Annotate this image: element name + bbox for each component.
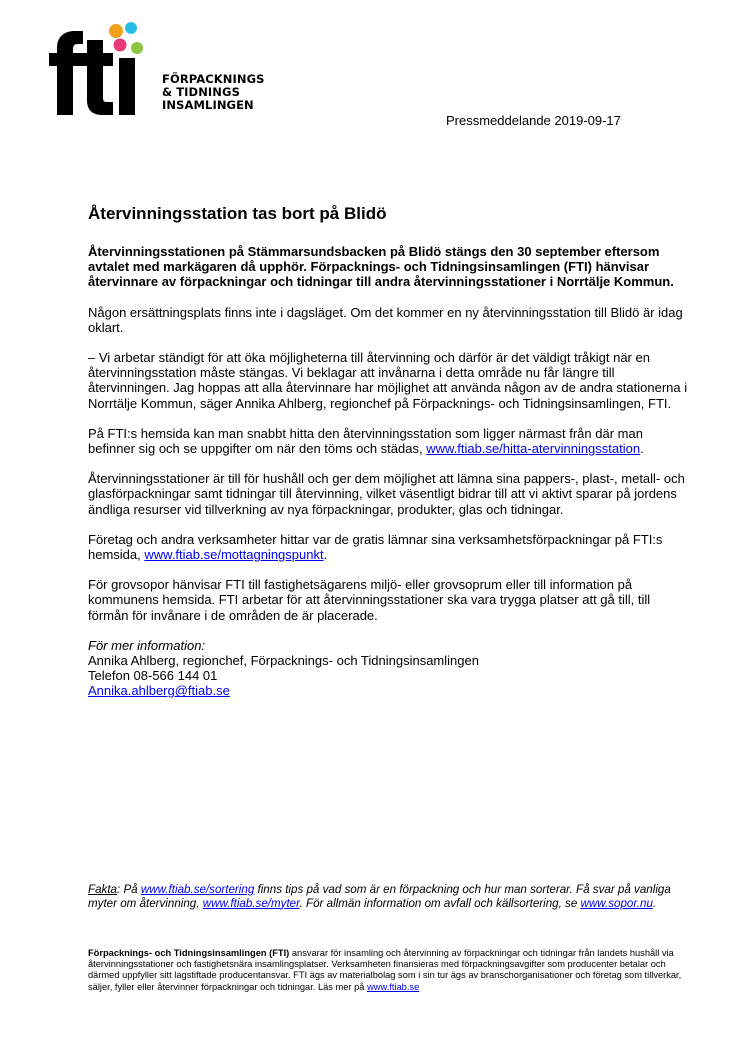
- footer-about: [88, 948, 688, 993]
- sopor-link[interactable]: www.sopor.nu: [580, 896, 653, 910]
- fakta-text-1: : På: [117, 883, 141, 896]
- logo-line-1: FÖRPACKNINGS: [162, 72, 265, 86]
- footer-text: ansvarar för insamling och återvinning av förpackningar och tidningar från landets hushåll via återvinningsstationer och fastighetsnära insamlingsplatser. Verksamheten finansieras med förpackningsavgifter som producenter betalar och därmed uppfyller sitt lagstiftade producentansvar. FTI ägs av materialbolag som i sin tur ägs av branschorganisationer och företag som tillverkar, säljer, fyller eller återvinner förpackningar och tidningar. Läs mer på: [88, 948, 682, 992]
- footer-org-name: Förpacknings- och Tidningsinsamlingen (FTI): [88, 948, 290, 958]
- logo-line-2: & TIDNINGS: [162, 85, 240, 99]
- paragraph-4: Återvinningsstationer är till för hushåll och ger dem möjlighet att lämna sina pappers-, plast-, metall- och glasförpackningar samt tidningar till återvinning, vilket väsentligt bidrar till att vi aktivt sparar på jordens ändliga resurser vid tillverkning av nya förpackningar, produkter, glas och tidningar.: [88, 471, 685, 517]
- myter-link[interactable]: www.ftiab.se/myter: [202, 896, 300, 910]
- logo-dot-orange: [109, 24, 123, 38]
- logo-line-3: INSAMLINGEN: [162, 98, 254, 112]
- fakta-label: Fakta: [88, 883, 117, 896]
- fakta-text-4: .: [652, 896, 657, 910]
- paragraph-1: Någon ersättningsplats finns inte i dagsläget. Om det kommer en ny återvinningsstation till Blidö är idag oklart.: [88, 304, 683, 335]
- logo-dot-cyan: [125, 22, 137, 34]
- contact-name: Annika Ahlberg, regionchef, Förpacknings- och Tidningsinsamlingen: [88, 653, 479, 669]
- contact-email-link[interactable]: Annika.ahlberg@ftiab.se: [88, 683, 230, 699]
- logo-dot-green: [131, 42, 143, 54]
- hitta-atervinningsstation-link[interactable]: www.ftiab.se/hitta-atervinningsstation: [426, 441, 641, 457]
- lead-paragraph: Återvinningsstationen på Stämmarsundsbacken på Blidö stängs den 30 september eftersom avtalet med markägaren då upphör. Förpacknings- och Tidningsinsamlingen (FTI) hänvisar återvinnare av förpackningar och tidningar till andra återvinningsstationer i Norrtälje Kommun.: [88, 244, 674, 290]
- press-release-date: Pressmeddelande 2019-09-17: [446, 113, 621, 128]
- contact-block: [88, 638, 688, 699]
- fti-logo: [47, 22, 287, 122]
- paragraph-5-end: .: [323, 547, 328, 563]
- contact-phone: Telefon 08-566 144 01: [88, 668, 218, 684]
- press-release-body: [88, 204, 688, 714]
- paragraph-3-end: .: [640, 441, 644, 457]
- fakta-block: [88, 883, 688, 910]
- paragraph-5-text: Företag och andra verksamheter hittar var de gratis lämnar sina verksamhetsförpackningar på FTI:s hemsida,: [88, 531, 663, 563]
- fakta-text-2: finns tips på vad som är en förpackning och hur man sorterar. Få svar på vanliga myter om återvinning,: [88, 883, 671, 910]
- contact-heading: För mer information:: [88, 637, 206, 653]
- ftiab-link[interactable]: www.ftiab.se: [367, 981, 420, 992]
- logo-dot-pink: [114, 39, 127, 52]
- fakta-text-3: . För allmän information om avfall och källsortering, se: [299, 896, 581, 910]
- paragraph-6: För grovsopor hänvisar FTI till fastighetsägarens miljö- eller grovsoprum eller till information på kommunens hemsida. FTI arbetar för att återvinningsstationer ska vara trygga platser att gå till, till förmån för invånare i de områden de är placerade.: [88, 577, 651, 623]
- paragraph-2: – Vi arbetar ständigt för att öka möjligheterna till återvinning och därför är det väldigt tråkigt när en återvinningsstation måste stängas. Vi beklagar att invånarna i detta område nu får längre till återvinningen. Jag hoppas att alla återvinnare har möjlighet att använda någon av de andra stationerna i Norrtälje Kommun, säger Annika Ahlberg, regionchef på Förpacknings- och Tidningsinsamlingen, FTI.: [88, 350, 688, 411]
- page-title: Återvinningsstation tas bort på Blidö: [88, 204, 387, 223]
- logo-wordmark-text: [162, 73, 265, 112]
- fti-logo-mark: [47, 22, 159, 118]
- paragraph-3-text: På FTI:s hemsida kan man snabbt hitta den återvinningsstation som ligger närmast från där man befinner sig och se uppgifter om när den töms och städas,: [88, 425, 643, 457]
- paragraph-3: [88, 426, 688, 456]
- sortering-link[interactable]: www.ftiab.se/sortering: [140, 883, 255, 896]
- paragraph-5: [88, 532, 688, 562]
- mottagningspunkt-link[interactable]: www.ftiab.se/mottagningspunkt: [144, 547, 324, 563]
